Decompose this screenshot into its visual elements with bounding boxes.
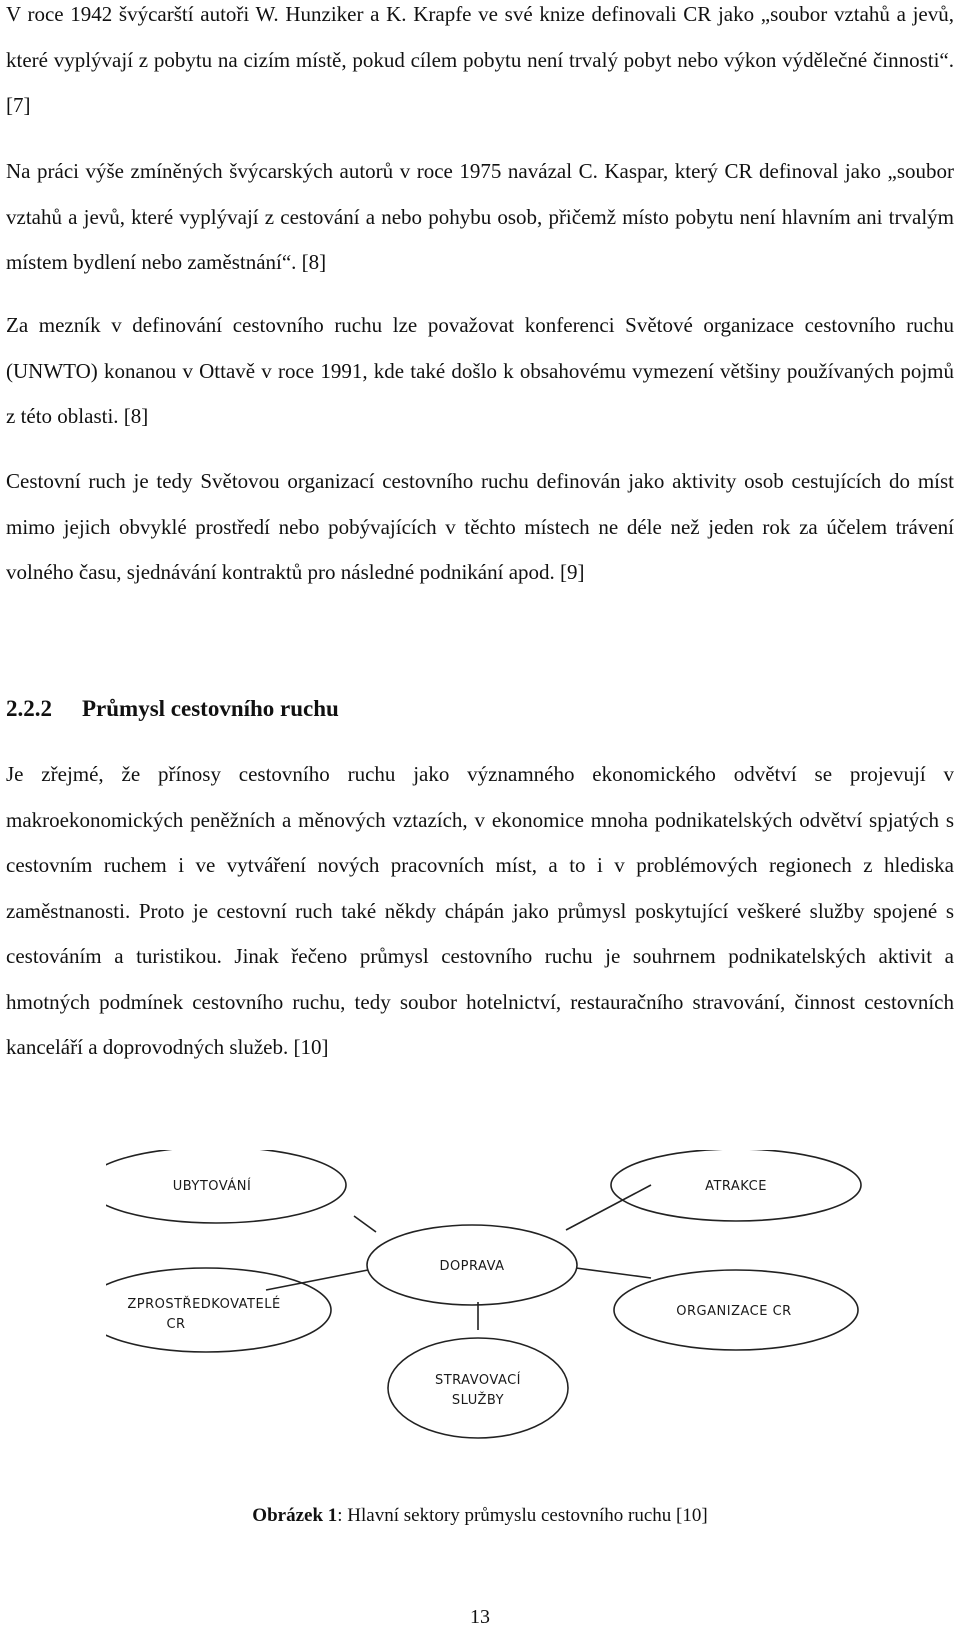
paragraph-hunziker-krapfe: V roce 1942 švýcarští autoři W. Hunziker a K. Krapfe ve své knize definovali CR jako „soubor vztahů a jevů, které vyplývají z pobytu na cizím místě, pokud cílem pobytu není trvalý pobyt nebo výkon výdělečné činnosti“. [7] (6, 2, 954, 117)
node-stravovaci (388, 1338, 568, 1438)
label-zprostredkovatele-2: CR (166, 1317, 186, 1332)
caption-label: Obrázek 1 (252, 1505, 338, 1526)
figure-caption (6, 1505, 954, 1527)
section-number: 2.2.2 (6, 696, 52, 721)
section-heading (6, 694, 339, 724)
paragraph-unwto-definition: Cestovní ruch je tedy Světovou organizací cestovního ruchu definován jako aktivity osob cestujících do míst mimo jejich obvyklé prostředí nebo pobývajících v těchto místech ne déle než jeden rok za účelem trávení volného času, sjednávání kontraktů pro následné podnikání apod. [9] (6, 469, 954, 584)
connector-ubytovani (354, 1216, 376, 1232)
page-number: 13 (470, 1606, 490, 1628)
connector-zprostredkovatele (266, 1270, 368, 1290)
connector-organizace (576, 1268, 651, 1278)
tourism-sectors-diagram (106, 1150, 866, 1440)
label-stravovaci-2: SLUŽBY (451, 1393, 505, 1408)
label-doprava: DOPRAVA (439, 1259, 505, 1274)
label-zprostredkovatele-1: ZPROSTŘEDKOVATELÉ (127, 1297, 281, 1312)
paragraph-kaspar: Na práci výše zmíněných švýcarských autorů v roce 1975 navázal C. Kaspar, který CR definoval jako „soubor vztahů a jevů, které vyplývají z cestování a nebo pohybu osob, přičemž místo pobytu není hlavním ani trvalým místem bydlení nebo zaměstnání“. [8] (6, 159, 954, 274)
paragraph-unwto-conference: Za mezník v definování cestovního ruchu lze považovat konferenci Světové organizace cestovního ruchu (UNWTO) konanou v Ottavě v roce 1991, kde také došlo k obsahovému vymezení většiny používaných pojmů z této oblasti. [8] (6, 313, 954, 428)
label-organizace: ORGANIZACE CR (676, 1304, 792, 1319)
label-stravovaci-1: STRAVOVACÍ (434, 1373, 522, 1388)
caption-text: Hlavní sektory průmyslu cestovního ruchu [10] (342, 1505, 708, 1526)
caption-separator: : (337, 1505, 343, 1526)
section-title: Průmysl cestovního ruchu (82, 696, 339, 721)
label-atrakce: ATRAKCE (705, 1179, 767, 1194)
paragraph-tourism-industry: Je zřejmé, že přínosy cestovního ruchu jako významného ekonomického odvětví se projevují v makroekonomických peněžních a měnových vztazích, v ekonomice mnoha podnikatelských odvětví spjatých s cestovním ruchem i ve vytváření nových pracovních míst, a to i v problémových regionech z hlediska zaměstnanosti. Proto je cestovní ruch také někdy chápán jako průmysl poskytující veškeré služby spojené s cestováním a turistikou. Jinak řečeno průmysl cestovního ruchu je souhrnem podnikatelských aktivit a hmotných podmínek cestovního ruchu, tedy soubor hotelnictví, restauračního stravování, činnost cestovních kanceláří a doprovodných služeb. [10] (6, 762, 954, 1059)
label-ubytovani: UBYTOVÁNÍ (172, 1179, 252, 1194)
